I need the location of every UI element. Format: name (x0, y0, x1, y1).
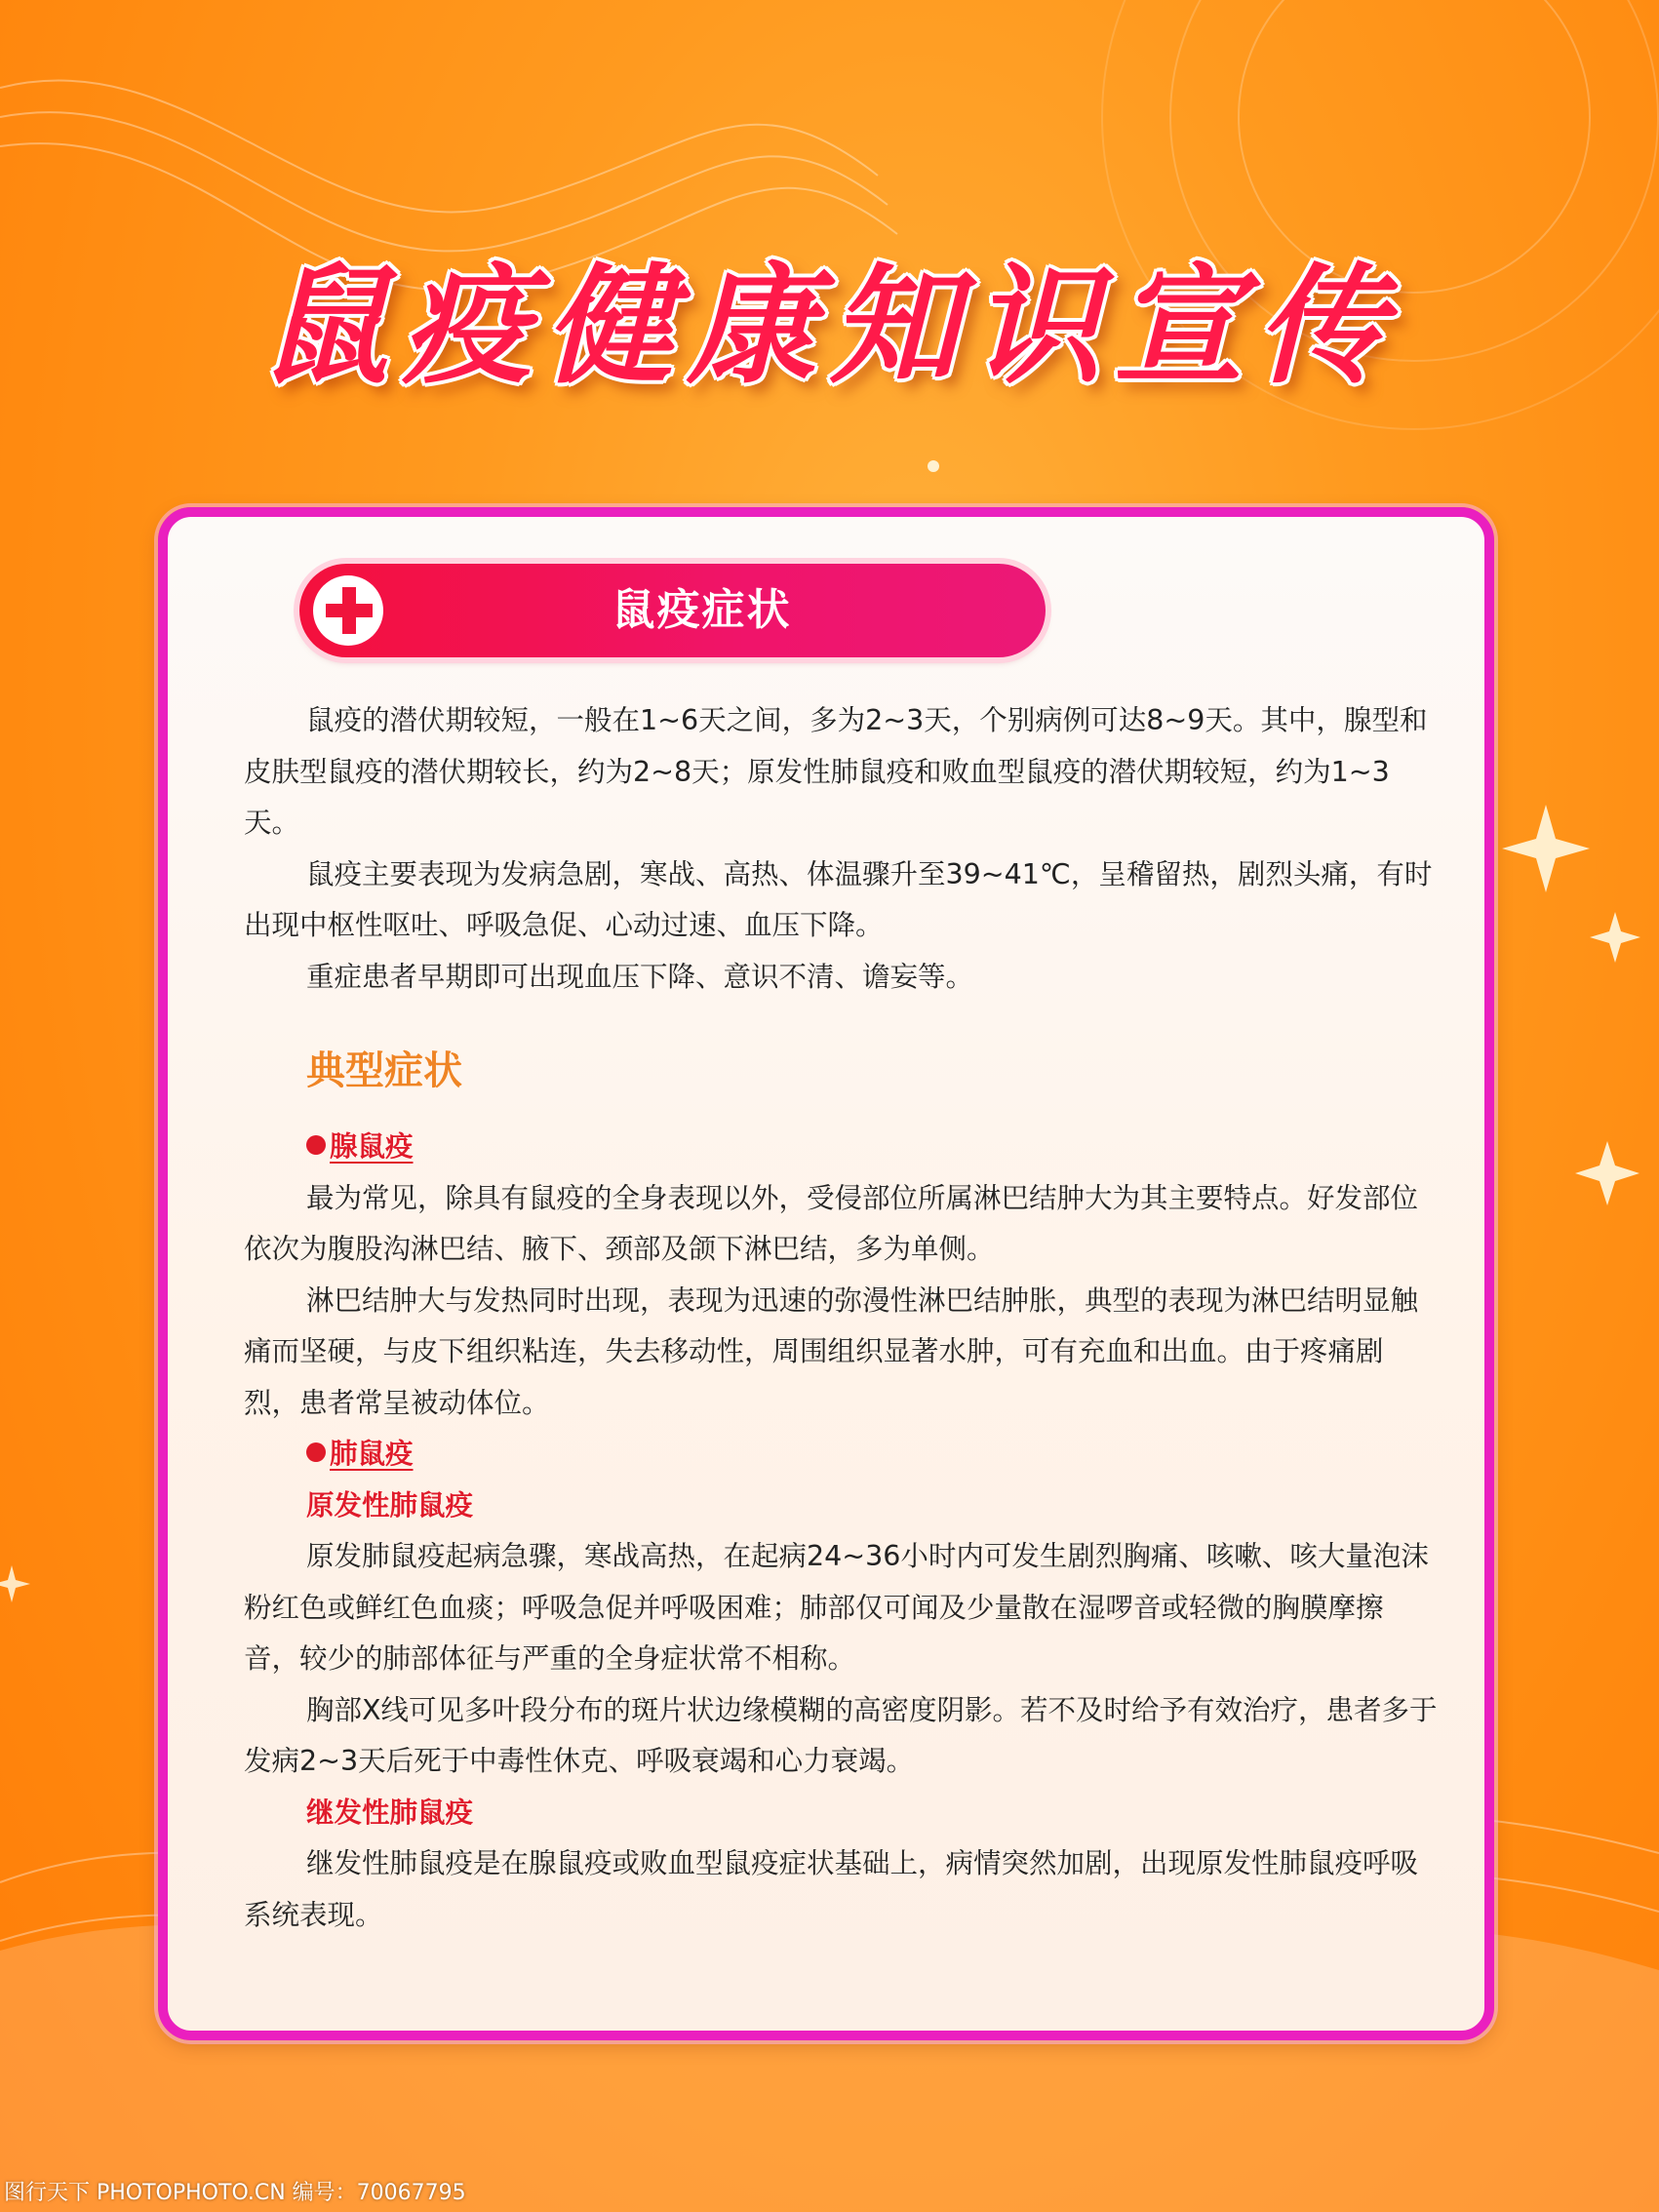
bubonic-paragraph-2: 淋巴结肿大与发热同时出现，表现为迅速的弥漫性淋巴结肿胀，典型的表现为淋巴结明显触痛而坚硬，与皮下组织粘连，失去移动性，周围组织显著水肿，可有充血和出血。由于疼痛剧烈，患者常呈被动体位。 (244, 1284, 1419, 1419)
bullet-dot-icon (306, 1135, 326, 1155)
bubonic-plague-heading (306, 1122, 1439, 1173)
primary-pneumonic-heading: 原发性肺鼠疫 (306, 1488, 474, 1521)
secondary-pneumonic-heading: 继发性肺鼠疫 (306, 1796, 474, 1829)
primary-pneumonic-paragraph-1: 原发肺鼠疫起病急骤，寒战高热，在起病24~36小时内可发生剧烈胸痛、咳嗽、咳大量泡沫粉红色或鲜红色血痰；呼吸急促并呼吸困难；肺部仅可闻及少量散在湿啰音或轻微的胸膜摩擦音，较少的肺部体征与严重的全身症状常不相称。 (244, 1540, 1429, 1675)
watermark: 图行天下 PHOTOPHOTO.CN 编号：70067795 (4, 2181, 466, 2205)
primary-pneumonic-paragraph-2: 胸部X线可见多叶段分布的斑片状边缘模糊的高密度阴影。若不及时给予有效治疗，患者多于发病2~3天后死于中毒性休克、呼吸衰竭和心力衰竭。 (244, 1693, 1438, 1777)
page-title: 鼠疫健康知识宣传 (259, 251, 1400, 402)
section-header-banner (299, 564, 1046, 657)
intro-paragraph-2: 鼠疫主要表现为发病急剧，寒战、高热、体温骤升至39~41℃，呈稽留热，剧烈头痛，有时出现中枢性呕吐、呼吸急促、心动过速、血压下降。 (244, 857, 1433, 941)
pneumonic-plague-heading-text: 肺鼠疫 (330, 1438, 414, 1470)
intro-paragraph-1: 鼠疫的潜伏期较短，一般在1~6天之间，多为2~3天，个别病例可达8~9天。其中，腺型和皮肤型鼠疫的潜伏期较长，约为2~8天；原发性肺鼠疫和败血型鼠疫的潜伏期较短，约为1~3天。 (244, 704, 1428, 839)
bubonic-plague-heading-text: 腺鼠疫 (330, 1130, 414, 1163)
section-header-title: 鼠疫症状 (612, 585, 792, 635)
bubonic-paragraph-1: 最为常见，除具有鼠疫的全身表现以外，受侵部位所属淋巴结肿大为其主要特点。好发部位依次为腹股沟淋巴结、腋下、颈部及颌下淋巴结，多为单侧。 (244, 1181, 1419, 1265)
intro-paragraph-3: 重症患者早期即可出现血压下降、意识不清、谵妄等。 (306, 960, 974, 993)
bullet-dot-icon (306, 1442, 326, 1462)
pneumonic-plague-heading (306, 1429, 1439, 1481)
secondary-pneumonic-paragraph-1: 继发性肺鼠疫是在腺鼠疫或败血型鼠疫症状基础上，病情突然加剧，出现原发性肺鼠疫呼吸系统表现。 (244, 1847, 1419, 1931)
typical-symptoms-heading: 典型症状 (306, 1048, 462, 1093)
article-body (244, 695, 1439, 1941)
